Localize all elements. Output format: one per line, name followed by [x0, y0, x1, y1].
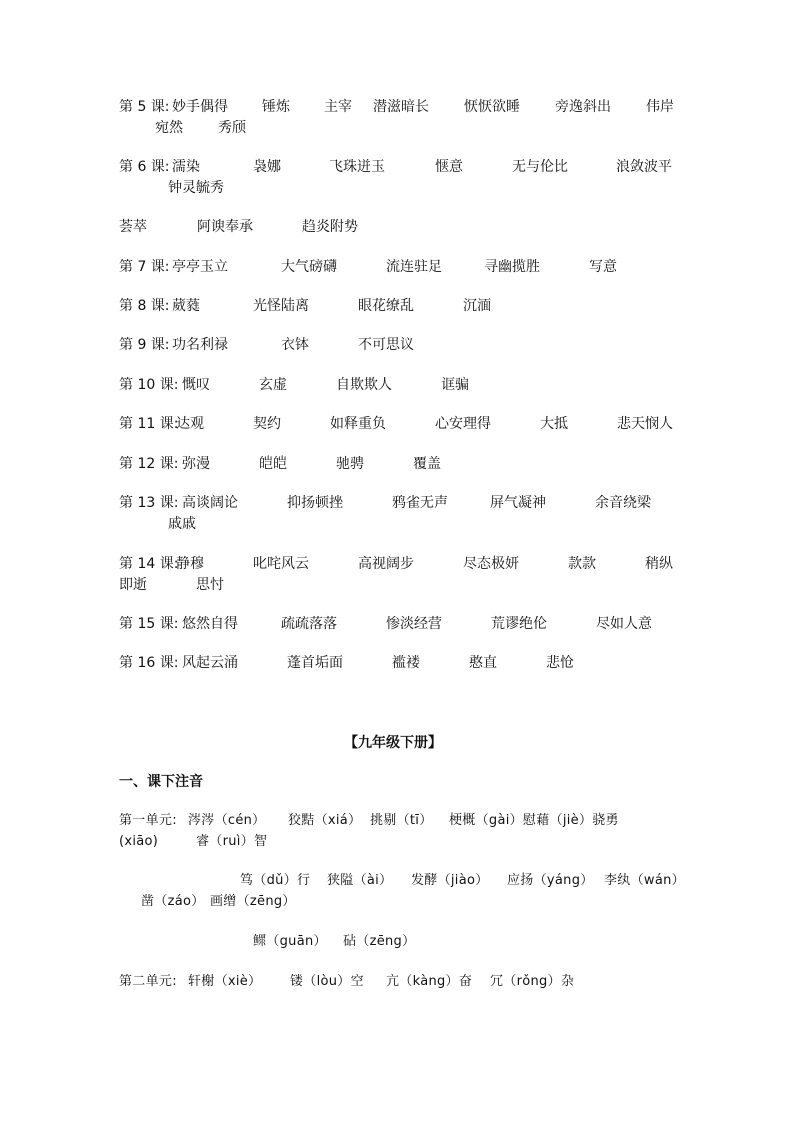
pinyin-entry: 砧（zēng）: [343, 934, 416, 949]
lesson-10-label: 第 10 课:: [119, 377, 179, 393]
vocab-word: 趋炎附势: [302, 219, 358, 235]
vocab-word: 惬意: [435, 159, 463, 175]
vocab-word: 惨淡经营: [386, 616, 442, 632]
vocab-word: 旁逸斜出: [555, 99, 611, 115]
vocab-word: 悲怆: [546, 655, 574, 671]
pinyin-entry: (xiāo): [119, 834, 159, 849]
pinyin-entry: 画缯（zēng）: [210, 894, 296, 909]
vocab-word: 钟灵毓秀: [168, 180, 224, 196]
vocab-word: 悲天悯人: [617, 416, 673, 432]
pinyin-entry: 鳏（guān）: [253, 934, 327, 949]
vocab-word: 眼花缭乱: [358, 298, 414, 314]
lesson-5-label: 第 5 课:: [119, 99, 170, 115]
vocab-word: 褴褛: [392, 655, 420, 671]
vocab-word: 功名利禄: [172, 337, 228, 353]
vocab-word: 鸦雀无声: [392, 495, 448, 511]
vocab-word: 达观: [176, 416, 204, 432]
pinyin-entry: 睿（ruì）智: [196, 834, 268, 849]
vocab-word: 诓骗: [441, 377, 469, 393]
vocab-word: 蓬首垢面: [287, 655, 343, 671]
vocab-word: 潜滋暗长: [373, 99, 429, 115]
vocab-word: 濡染: [172, 159, 200, 175]
vocab-word: 尽如人意: [596, 616, 652, 632]
vocab-word: 荟萃: [119, 219, 147, 235]
pinyin-entry: 应扬（yáng）: [507, 873, 594, 888]
vocab-word: 沉湎: [463, 298, 491, 314]
vocab-word: 大气磅礴: [281, 259, 337, 275]
vocab-word: 慨叹: [182, 377, 210, 393]
vocab-word: 伟岸: [646, 99, 674, 115]
vocab-word: 契约: [253, 416, 281, 432]
vocab-word: 思忖: [196, 577, 224, 593]
vocab-word: 戚戚: [168, 516, 196, 532]
lesson-8-label: 第 8 课:: [119, 298, 170, 314]
vocab-word: 秀颀: [218, 120, 246, 136]
pinyin-entry: 镂（lòu）空: [290, 974, 364, 989]
pinyin-entry: 李纨（wán）: [604, 873, 685, 888]
vocab-word: 疏疏落落: [281, 616, 337, 632]
lesson-7-label: 第 7 课:: [119, 259, 170, 275]
pinyin-entry: 亢（kàng）奋: [386, 974, 473, 989]
lesson-16-label: 第 16 课:: [119, 655, 179, 671]
vocab-word: 大抵: [540, 416, 568, 432]
vocab-word: 叱咤风云: [253, 556, 309, 572]
lesson-11-label: 第 11 课:: [119, 416, 179, 432]
vocab-word: 阿谀奉承: [197, 219, 253, 235]
vocab-word: 葳蕤: [172, 298, 200, 314]
vocab-word: 驰骋: [336, 456, 364, 472]
lesson-13-label: 第 13 课:: [119, 495, 179, 511]
vocab-word: 袅娜: [253, 159, 281, 175]
vocab-word: 尽态极妍: [463, 556, 519, 572]
vocab-word: 飞珠迸玉: [329, 159, 385, 175]
vocab-word: 寻幽揽胜: [484, 259, 540, 275]
vocab-word: 衣钵: [281, 337, 309, 353]
vocab-word: 静穆: [176, 556, 204, 572]
vocab-word: 心安理得: [435, 416, 491, 432]
vocab-word: 覆盖: [413, 456, 441, 472]
vocab-word: 如释重负: [330, 416, 386, 432]
vocab-word: 憨直: [469, 655, 497, 671]
lesson-15-label: 第 15 课:: [119, 616, 179, 632]
vocab-word: 余音绕梁: [595, 495, 651, 511]
vocab-word: 恹恹欲睡: [464, 99, 520, 115]
vocab-word: 锤炼: [262, 99, 290, 115]
vocab-word: 弥漫: [182, 456, 210, 472]
pinyin-entry: 狭隘（ài）: [327, 873, 393, 888]
pinyin-entry: 狡黠（xiá）: [288, 813, 362, 828]
pinyin-entry: 冗（rǒng）杂: [490, 974, 575, 989]
vocab-word: 光怪陆离: [253, 298, 309, 314]
unit-1-label: 第一单元:: [119, 813, 177, 828]
lesson-9-label: 第 9 课:: [119, 337, 170, 353]
vocab-word: 主宰: [324, 99, 352, 115]
vocab-word: 悠然自得: [182, 616, 238, 632]
vocab-word: 写意: [589, 259, 617, 275]
pinyin-entry: 发酵（jiào）: [411, 873, 489, 888]
vocab-word: 宛然: [155, 120, 183, 136]
vocab-word: 亭亭玉立: [172, 259, 228, 275]
vocab-word: 无与伦比: [512, 159, 568, 175]
pinyin-entry: 梗概（gài）慰藉（jiè）骁勇: [449, 813, 619, 828]
vocab-word: 不可思议: [358, 337, 414, 353]
pinyin-entry: 轩榭（xiè）: [188, 974, 262, 989]
pinyin-entry: 笃（dǔ）行: [240, 873, 311, 888]
vocab-word: 妙手偶得: [172, 99, 228, 115]
vocab-word: 玄虚: [259, 377, 287, 393]
vocab-word: 流连驻足: [386, 259, 442, 275]
lesson-12-label: 第 12 课:: [119, 456, 179, 472]
lesson-6-label: 第 6 课:: [119, 159, 170, 175]
vocab-word: 风起云涌: [182, 655, 238, 671]
pinyin-entry: 凿（záo）: [141, 894, 205, 909]
vocab-word: 高视阔步: [358, 556, 414, 572]
section-heading: 一、课下注音: [119, 774, 203, 790]
vocab-word: 屏气凝神: [490, 495, 546, 511]
vocab-word: 款款: [568, 556, 596, 572]
vocab-word: 稍纵: [645, 556, 673, 572]
vocab-word: 浪敛波平: [616, 159, 672, 175]
vocab-word: 抑扬顿挫: [287, 495, 343, 511]
unit-2-label: 第二单元:: [119, 974, 177, 989]
pinyin-entry: 挑剔（tī）: [370, 813, 433, 828]
pinyin-entry: 涔涔（cén）: [188, 813, 266, 828]
section-title: 【九年级下册】: [344, 735, 442, 751]
vocab-word: 高谈阔论: [182, 495, 238, 511]
vocab-word: 荒谬绝伦: [491, 616, 547, 632]
vocab-word: 即逝: [119, 577, 147, 593]
vocab-word: 皑皑: [259, 456, 287, 472]
lesson-14-label: 第 14 课:: [119, 556, 179, 572]
vocab-word: 自欺欺人: [336, 377, 392, 393]
